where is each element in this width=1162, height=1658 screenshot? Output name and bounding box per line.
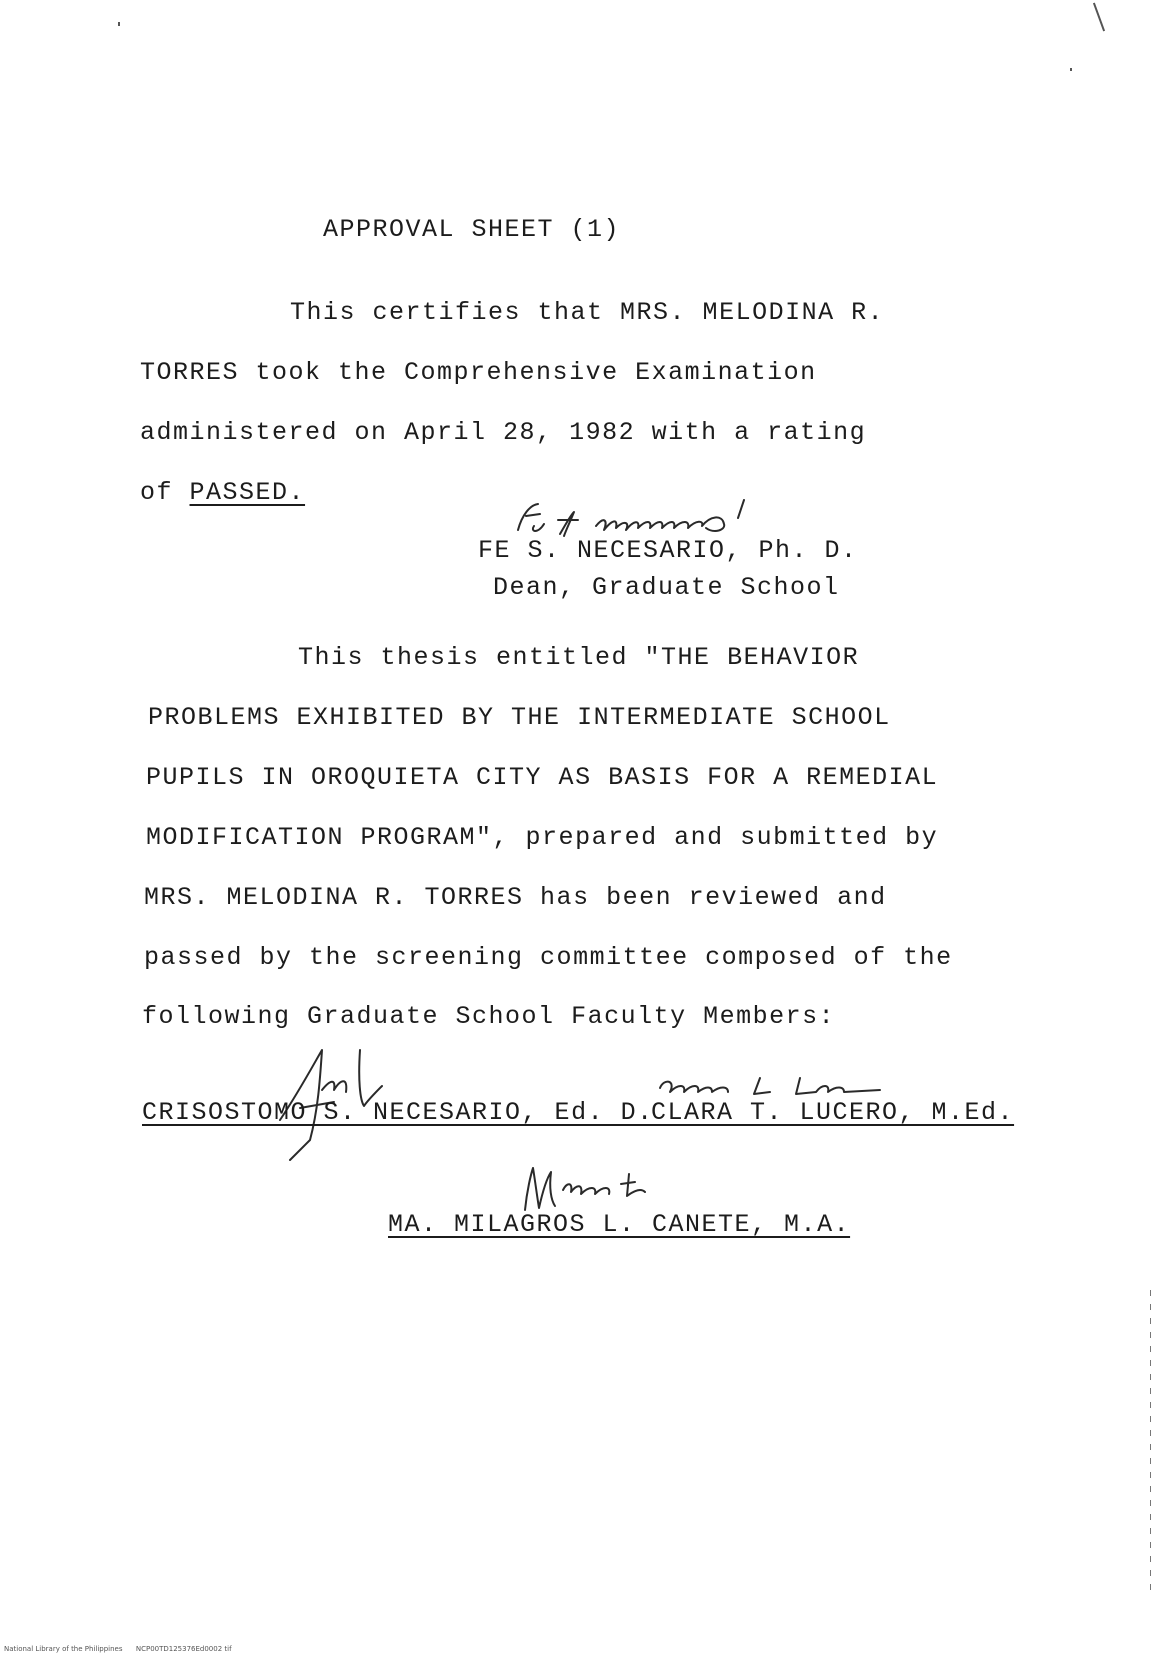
dean-title: Dean, Graduate School xyxy=(493,573,840,602)
thesis-line-7: following Graduate School Faculty Members: xyxy=(142,1002,836,1031)
rating-prefix: of xyxy=(140,478,190,507)
certification-line-3: administered on April 28, 1982 with a rating xyxy=(140,418,867,447)
scan-footer: National Library of the Philippines NCP00TD125376Ed0002 tif xyxy=(4,1645,232,1653)
scan-mark-top-right xyxy=(1093,3,1105,32)
committee-member-2: CLARA T. LUCERO, M.Ed. xyxy=(651,1098,1015,1127)
thesis-line-4: MODIFICATION PROGRAM", prepared and submitted by xyxy=(146,823,939,852)
certification-line-2: TORRES took the Comprehensive Examination xyxy=(140,358,817,387)
scan-mark-top-left xyxy=(118,22,120,26)
scan-mark-top-right-dot xyxy=(1070,68,1072,71)
committee-member-3: MA. MILAGROS L. CANETE, M.A. xyxy=(388,1210,851,1239)
thesis-line-6: passed by the screening committee composed of the xyxy=(144,943,953,972)
approval-sheet-title: APPROVAL SHEET (1) xyxy=(323,215,621,244)
certification-line-1: This certifies that MRS. MELODINA R. xyxy=(290,298,885,327)
thesis-line-1: This thesis entitled "THE BEHAVIOR xyxy=(298,643,860,672)
scan-edge-right xyxy=(1150,1290,1151,1590)
rating-value: PASSED. xyxy=(189,478,306,507)
committee-member-1: CRISOSTOMO S. NECESARIO, Ed. D. xyxy=(142,1098,654,1127)
thesis-line-5: MRS. MELODINA R. TORRES has been reviewed and xyxy=(144,883,887,912)
thesis-line-2: PROBLEMS EXHIBITED BY THE INTERMEDIATE SCHOOL xyxy=(148,703,891,732)
thesis-line-3: PUPILS IN OROQUIETA CITY AS BASIS FOR A REMEDIAL xyxy=(146,763,939,792)
dean-name: FE S. NECESARIO, Ph. D. xyxy=(478,536,858,565)
certification-line-4 xyxy=(140,478,305,508)
